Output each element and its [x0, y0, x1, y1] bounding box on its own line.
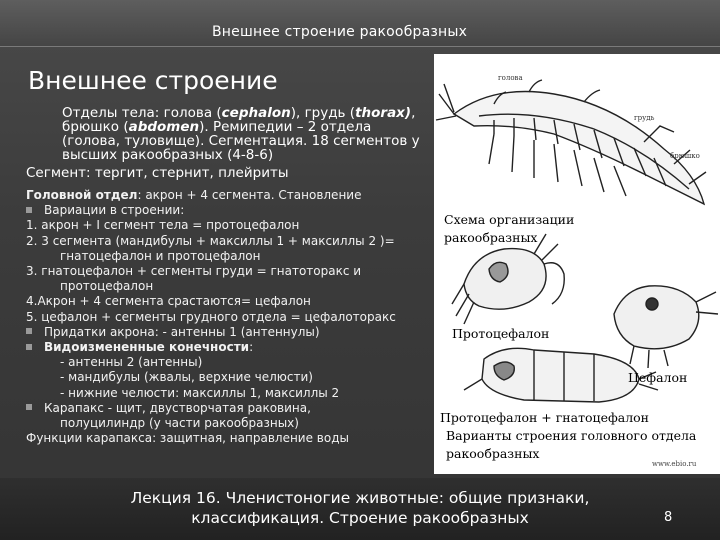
list-item: гнатоцефалон и протоцефалон [60, 248, 261, 263]
list-item: 5. цефалон + сегменты грудного отдела = цефалоторакс [26, 309, 396, 324]
protocephalon-diagram [452, 234, 564, 324]
intro-text-1: Отделы тела: голова ( [62, 105, 222, 121]
intro-text-2: ), грудь ( [290, 105, 356, 121]
term-abdomen: abdomen [128, 119, 200, 135]
list-item [26, 325, 424, 340]
caption-cephalon: Цефалон [628, 370, 688, 385]
list-item-bold: Видоизмененные конечности [44, 340, 250, 355]
list-item: 1. акрон + I сегмент тела = протоцефалон [26, 218, 300, 233]
square-bullet-icon [26, 207, 32, 213]
text-panel [26, 100, 424, 470]
list-item: 4.Акрон + 4 сегмента срастаются= цефалон [26, 294, 311, 309]
figure-panel [434, 54, 720, 474]
svg-text:голова: голова [498, 74, 523, 82]
footer [0, 478, 720, 540]
list-item: протоцефалон [60, 279, 154, 294]
svg-text:брюшко: брюшко [670, 152, 700, 160]
list-item [26, 401, 424, 416]
list-item [26, 340, 424, 355]
slide-title: Внешнее строение ракообразных [212, 24, 468, 40]
title-bar [0, 0, 720, 47]
list-item-text: Карапакс - щит, двустворчатая раковина, [44, 400, 311, 415]
list-item: Функции карапакса: защитная, направление воды [26, 431, 349, 446]
list-item-text: : [249, 340, 254, 355]
square-bullet-icon [26, 344, 32, 350]
caption-variants-line1: Варианты строения головного отдела [446, 428, 697, 443]
segment-paragraph: Сегмент: тергит, стернит, плейриты [26, 165, 289, 181]
square-bullet-icon [26, 328, 32, 334]
lecture-title-line2: классификация. Строение ракообразных [191, 509, 529, 527]
head-section-text: : акрон + 4 сегмента. Становление [137, 188, 362, 202]
list-item: 2. 3 сегмента (мандибулы + максиллы 1 + максиллы 2 )= [26, 233, 395, 248]
page-number: 8 [664, 510, 673, 525]
crustacean-diagrams [434, 54, 720, 474]
caption-protocephalon: Протоцефалон [452, 326, 550, 341]
list-item-text: Придатки акрона: - антенны 1 (антеннулы) [44, 324, 320, 339]
list-item: - нижние челюсти: максиллы 1, максиллы 2 [60, 385, 340, 400]
list-item: 3. гнатоцефалон + сегменты груди = гнатоторакс и [26, 264, 362, 279]
list-item [26, 188, 424, 203]
lecture-title [0, 488, 720, 528]
term-cephalon: cephalon [221, 105, 291, 121]
svg-text:грудь: грудь [634, 114, 655, 122]
intro-paragraph [26, 100, 424, 162]
square-bullet-icon [26, 404, 32, 410]
source-watermark: www.ebio.ru [652, 460, 697, 468]
list-item-text: Вариации в строении: [44, 203, 185, 218]
head-list [26, 188, 424, 446]
intro-text-3: , брюшко ( [62, 105, 416, 135]
intro-text-4: ). Ремипедии – 2 отдела (голова, туловище). Сегментация. 18 сегментов у высших ракообразных (4-8-6) [62, 119, 420, 163]
caption-proto-gnatho: Протоцефалон + гнатоцефалон [440, 410, 650, 425]
list-item: - антенны 2 (антенны) [60, 355, 203, 370]
list-item [26, 203, 424, 218]
heading: Внешнее строение [28, 66, 278, 95]
head-section-label: Головной отдел [26, 188, 138, 202]
cephalon-diagram [614, 286, 718, 368]
list-item: - мандибулы (жвалы, верхние челюсти) [60, 370, 313, 385]
list-item: полуцилиндр (у части ракообразных) [60, 416, 299, 431]
term-thorax: thorax) [355, 105, 412, 121]
crustacean-body-diagram [436, 74, 706, 204]
lecture-title-line1: Лекция 16. Членистоногие животные: общие признаки, [130, 489, 590, 507]
caption-variants-line2: ракообразных [446, 446, 540, 461]
caption-scheme-line1: Схема организации [444, 212, 575, 227]
caption-scheme-line2: ракообразных [444, 230, 538, 245]
